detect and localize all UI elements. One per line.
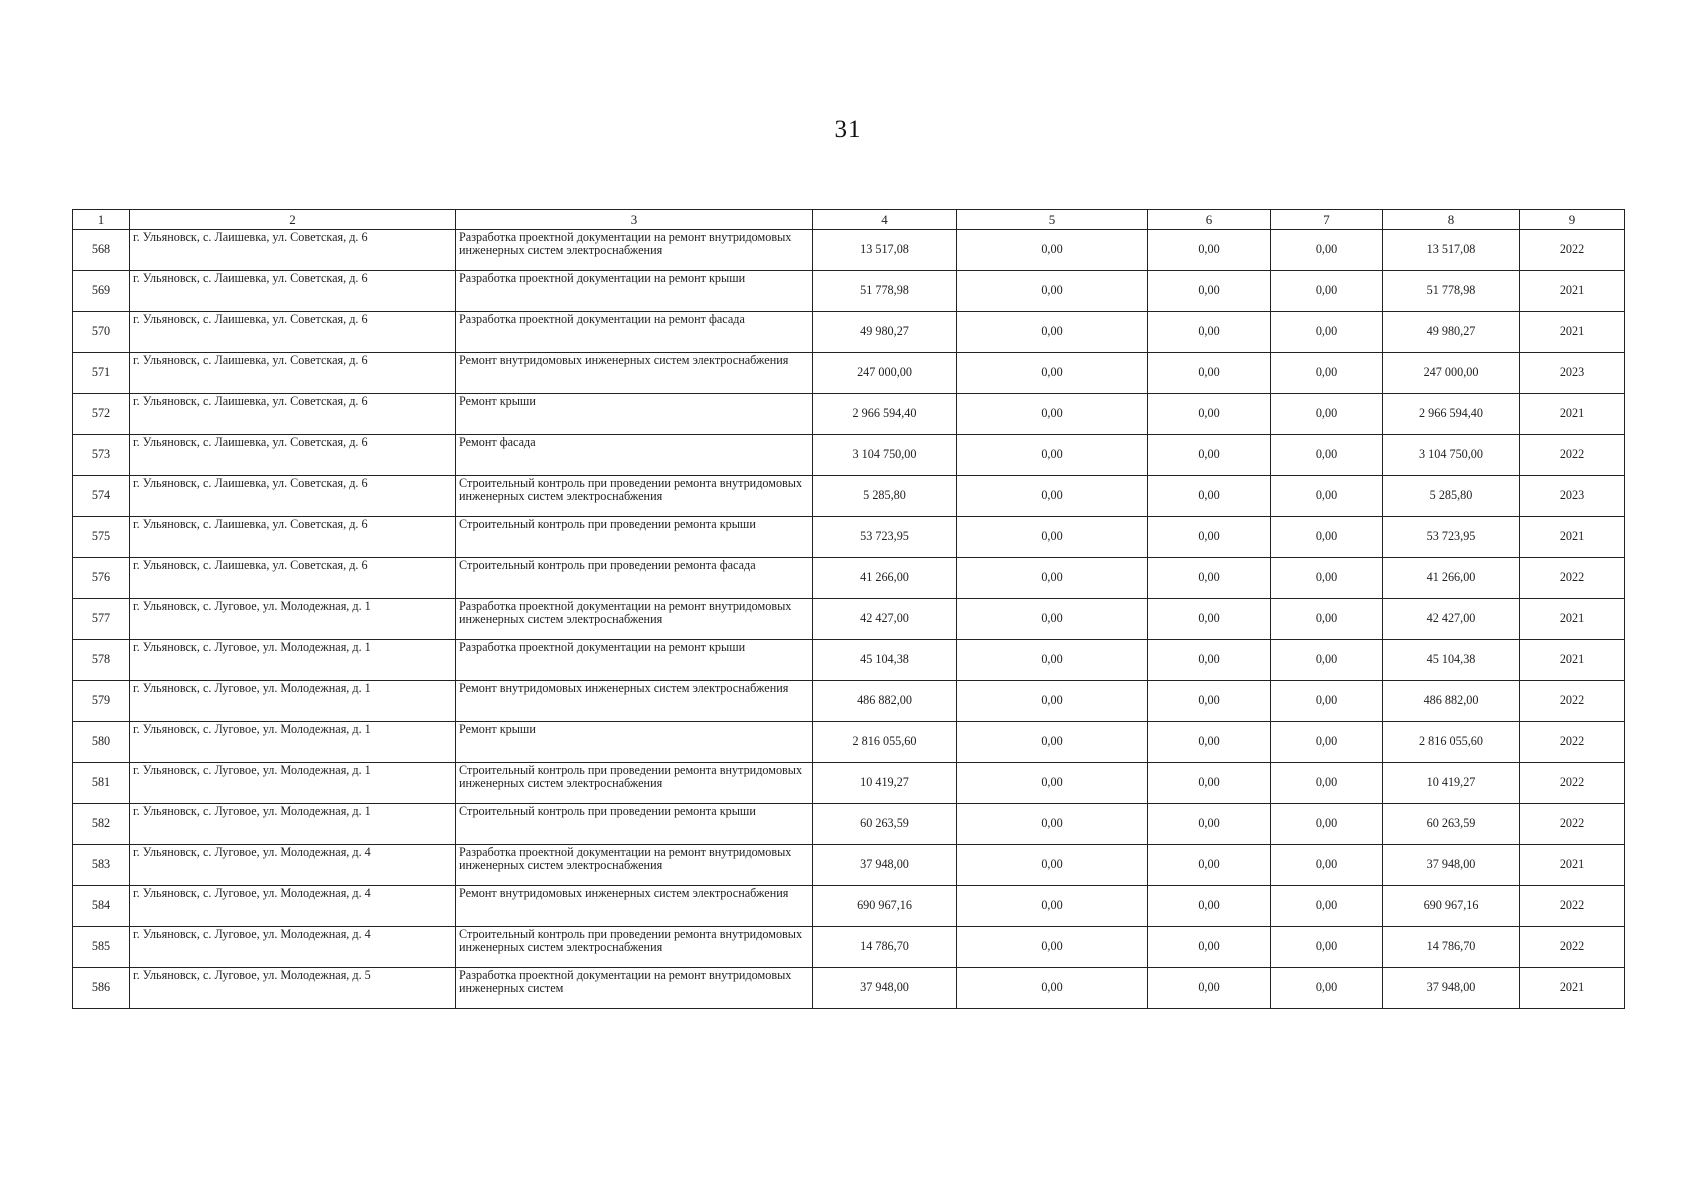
address-cell: г. Ульяновск, с. Луговое, ул. Молодежная, д. 1: [130, 599, 456, 640]
column-6-cell: 0,00: [1148, 968, 1271, 1009]
work-type-cell: Ремонт внутридомовых инженерных систем электроснабжения: [456, 353, 813, 394]
total-cost-cell: 60 263,59: [813, 804, 957, 845]
table-row: [73, 271, 1625, 312]
total-cost-cell: 3 104 750,00: [813, 435, 957, 476]
year-cell: 2021: [1520, 271, 1625, 312]
address-cell: г. Ульяновск, с. Лаишевка, ул. Советская, д. 6: [130, 394, 456, 435]
row-number-cell: 572: [73, 394, 130, 435]
column-7-cell: 0,00: [1271, 599, 1383, 640]
column-8-cell: 45 104,38: [1383, 640, 1520, 681]
row-number-cell: 570: [73, 312, 130, 353]
year-cell: 2022: [1520, 886, 1625, 927]
work-type-cell: Разработка проектной документации на ремонт внутридомовых инженерных систем электроснабжения: [456, 599, 813, 640]
table-row: [73, 927, 1625, 968]
year-cell: 2021: [1520, 517, 1625, 558]
work-type-cell: Строительный контроль при проведении ремонта фасада: [456, 558, 813, 599]
column-7-cell: 0,00: [1271, 394, 1383, 435]
year-cell: 2021: [1520, 968, 1625, 1009]
column-6-cell: 0,00: [1148, 394, 1271, 435]
year-cell: 2022: [1520, 722, 1625, 763]
column-8-cell: 5 285,80: [1383, 476, 1520, 517]
column-5-cell: 0,00: [957, 353, 1148, 394]
table-row: [73, 517, 1625, 558]
column-5-cell: 0,00: [957, 394, 1148, 435]
column-header: 9: [1520, 210, 1625, 230]
address-cell: г. Ульяновск, с. Луговое, ул. Молодежная, д. 5: [130, 968, 456, 1009]
column-header: 2: [130, 210, 456, 230]
total-cost-cell: 486 882,00: [813, 681, 957, 722]
column-5-cell: 0,00: [957, 312, 1148, 353]
column-8-cell: 247 000,00: [1383, 353, 1520, 394]
table-row: [73, 312, 1625, 353]
column-6-cell: 0,00: [1148, 804, 1271, 845]
column-7-cell: 0,00: [1271, 476, 1383, 517]
column-7-cell: 0,00: [1271, 804, 1383, 845]
year-cell: 2022: [1520, 230, 1625, 271]
repair-plan-table: [72, 209, 1625, 1009]
column-8-cell: 60 263,59: [1383, 804, 1520, 845]
address-cell: г. Ульяновск, с. Луговое, ул. Молодежная, д. 1: [130, 804, 456, 845]
table-row: [73, 763, 1625, 804]
column-7-cell: 0,00: [1271, 230, 1383, 271]
work-type-cell: Разработка проектной документации на ремонт внутридомовых инженерных систем: [456, 968, 813, 1009]
table-row: [73, 845, 1625, 886]
column-8-cell: 10 419,27: [1383, 763, 1520, 804]
work-type-cell: Разработка проектной документации на ремонт крыши: [456, 271, 813, 312]
year-cell: 2021: [1520, 599, 1625, 640]
table-row: [73, 230, 1625, 271]
work-type-cell: Ремонт внутридомовых инженерных систем электроснабжения: [456, 886, 813, 927]
row-number-cell: 571: [73, 353, 130, 394]
row-number-cell: 569: [73, 271, 130, 312]
column-8-cell: 13 517,08: [1383, 230, 1520, 271]
column-6-cell: 0,00: [1148, 353, 1271, 394]
year-cell: 2021: [1520, 845, 1625, 886]
column-6-cell: 0,00: [1148, 640, 1271, 681]
column-header: 4: [813, 210, 957, 230]
table-body: [73, 230, 1625, 1009]
column-8-cell: 51 778,98: [1383, 271, 1520, 312]
address-cell: г. Ульяновск, с. Лаишевка, ул. Советская, д. 6: [130, 435, 456, 476]
page-number: 31: [834, 116, 862, 143]
column-header: 6: [1148, 210, 1271, 230]
total-cost-cell: 247 000,00: [813, 353, 957, 394]
year-cell: 2021: [1520, 312, 1625, 353]
column-header: 5: [957, 210, 1148, 230]
work-type-cell: Ремонт крыши: [456, 722, 813, 763]
year-cell: 2022: [1520, 558, 1625, 599]
column-8-cell: 2 816 055,60: [1383, 722, 1520, 763]
row-number-cell: 575: [73, 517, 130, 558]
address-cell: г. Ульяновск, с. Лаишевка, ул. Советская, д. 6: [130, 271, 456, 312]
total-cost-cell: 53 723,95: [813, 517, 957, 558]
column-8-cell: 690 967,16: [1383, 886, 1520, 927]
column-5-cell: 0,00: [957, 271, 1148, 312]
column-7-cell: 0,00: [1271, 435, 1383, 476]
total-cost-cell: 2 816 055,60: [813, 722, 957, 763]
total-cost-cell: 690 967,16: [813, 886, 957, 927]
row-number-cell: 584: [73, 886, 130, 927]
column-6-cell: 0,00: [1148, 271, 1271, 312]
work-type-cell: Строительный контроль при проведении ремонта крыши: [456, 517, 813, 558]
column-7-cell: 0,00: [1271, 927, 1383, 968]
column-7-cell: 0,00: [1271, 722, 1383, 763]
year-cell: 2022: [1520, 927, 1625, 968]
column-8-cell: 53 723,95: [1383, 517, 1520, 558]
table-row: [73, 681, 1625, 722]
row-number-cell: 578: [73, 640, 130, 681]
column-5-cell: 0,00: [957, 558, 1148, 599]
column-7-cell: 0,00: [1271, 271, 1383, 312]
row-number-cell: 568: [73, 230, 130, 271]
table-row: [73, 476, 1625, 517]
column-header: 1: [73, 210, 130, 230]
column-5-cell: 0,00: [957, 640, 1148, 681]
address-cell: г. Ульяновск, с. Луговое, ул. Молодежная, д. 1: [130, 722, 456, 763]
table-row: [73, 640, 1625, 681]
column-5-cell: 0,00: [957, 435, 1148, 476]
total-cost-cell: 13 517,08: [813, 230, 957, 271]
table-row: [73, 353, 1625, 394]
address-cell: г. Ульяновск, с. Лаишевка, ул. Советская, д. 6: [130, 517, 456, 558]
address-cell: г. Ульяновск, с. Лаишевка, ул. Советская, д. 6: [130, 230, 456, 271]
column-5-cell: 0,00: [957, 927, 1148, 968]
column-header: 7: [1271, 210, 1383, 230]
column-8-cell: 14 786,70: [1383, 927, 1520, 968]
row-number-cell: 579: [73, 681, 130, 722]
column-7-cell: 0,00: [1271, 681, 1383, 722]
column-5-cell: 0,00: [957, 681, 1148, 722]
column-7-cell: 0,00: [1271, 312, 1383, 353]
column-8-cell: 37 948,00: [1383, 968, 1520, 1009]
table-row: [73, 558, 1625, 599]
row-number-cell: 583: [73, 845, 130, 886]
address-cell: г. Ульяновск, с. Лаишевка, ул. Советская, д. 6: [130, 558, 456, 599]
total-cost-cell: 42 427,00: [813, 599, 957, 640]
column-8-cell: 3 104 750,00: [1383, 435, 1520, 476]
total-cost-cell: 5 285,80: [813, 476, 957, 517]
address-cell: г. Ульяновск, с. Лаишевка, ул. Советская, д. 6: [130, 312, 456, 353]
column-7-cell: 0,00: [1271, 845, 1383, 886]
column-number-header-row: [73, 210, 1625, 230]
work-type-cell: Ремонт внутридомовых инженерных систем электроснабжения: [456, 681, 813, 722]
column-5-cell: 0,00: [957, 968, 1148, 1009]
column-7-cell: 0,00: [1271, 968, 1383, 1009]
column-8-cell: 42 427,00: [1383, 599, 1520, 640]
column-8-cell: 2 966 594,40: [1383, 394, 1520, 435]
column-8-cell: 41 266,00: [1383, 558, 1520, 599]
total-cost-cell: 2 966 594,40: [813, 394, 957, 435]
column-6-cell: 0,00: [1148, 312, 1271, 353]
table-row: [73, 804, 1625, 845]
column-7-cell: 0,00: [1271, 353, 1383, 394]
column-5-cell: 0,00: [957, 517, 1148, 558]
column-header: 8: [1383, 210, 1520, 230]
column-8-cell: 49 980,27: [1383, 312, 1520, 353]
table-row: [73, 722, 1625, 763]
year-cell: 2022: [1520, 763, 1625, 804]
work-type-cell: Разработка проектной документации на ремонт фасада: [456, 312, 813, 353]
column-6-cell: 0,00: [1148, 558, 1271, 599]
work-type-cell: Строительный контроль при проведении ремонта внутридомовых инженерных систем электроснабжения: [456, 763, 813, 804]
work-type-cell: Ремонт фасада: [456, 435, 813, 476]
total-cost-cell: 41 266,00: [813, 558, 957, 599]
address-cell: г. Ульяновск, с. Луговое, ул. Молодежная, д. 1: [130, 763, 456, 804]
row-number-cell: 581: [73, 763, 130, 804]
year-cell: 2021: [1520, 640, 1625, 681]
total-cost-cell: 14 786,70: [813, 927, 957, 968]
column-5-cell: 0,00: [957, 230, 1148, 271]
column-7-cell: 0,00: [1271, 886, 1383, 927]
column-5-cell: 0,00: [957, 804, 1148, 845]
work-type-cell: Строительный контроль при проведении ремонта крыши: [456, 804, 813, 845]
total-cost-cell: 10 419,27: [813, 763, 957, 804]
column-5-cell: 0,00: [957, 599, 1148, 640]
table-row: [73, 599, 1625, 640]
column-7-cell: 0,00: [1271, 517, 1383, 558]
year-cell: 2021: [1520, 394, 1625, 435]
row-number-cell: 582: [73, 804, 130, 845]
column-6-cell: 0,00: [1148, 681, 1271, 722]
row-number-cell: 577: [73, 599, 130, 640]
total-cost-cell: 51 778,98: [813, 271, 957, 312]
work-type-cell: Строительный контроль при проведении ремонта внутридомовых инженерных систем электроснабжения: [456, 476, 813, 517]
total-cost-cell: 45 104,38: [813, 640, 957, 681]
column-8-cell: 37 948,00: [1383, 845, 1520, 886]
column-6-cell: 0,00: [1148, 845, 1271, 886]
table-row: [73, 886, 1625, 927]
address-cell: г. Ульяновск, с. Лаишевка, ул. Советская, д. 6: [130, 353, 456, 394]
address-cell: г. Ульяновск, с. Луговое, ул. Молодежная, д. 1: [130, 681, 456, 722]
address-cell: г. Ульяновск, с. Луговое, ул. Молодежная, д. 4: [130, 927, 456, 968]
address-cell: г. Ульяновск, с. Луговое, ул. Молодежная, д. 4: [130, 886, 456, 927]
row-number-cell: 573: [73, 435, 130, 476]
column-5-cell: 0,00: [957, 763, 1148, 804]
row-number-cell: 580: [73, 722, 130, 763]
work-type-cell: Разработка проектной документации на ремонт внутридомовых инженерных систем электроснабжения: [456, 230, 813, 271]
table-row: [73, 968, 1625, 1009]
work-type-cell: Разработка проектной документации на ремонт крыши: [456, 640, 813, 681]
column-5-cell: 0,00: [957, 886, 1148, 927]
work-type-cell: Ремонт крыши: [456, 394, 813, 435]
address-cell: г. Ульяновск, с. Луговое, ул. Молодежная, д. 1: [130, 640, 456, 681]
column-header: 3: [456, 210, 813, 230]
column-6-cell: 0,00: [1148, 599, 1271, 640]
year-cell: 2022: [1520, 435, 1625, 476]
work-type-cell: Разработка проектной документации на ремонт внутридомовых инженерных систем электроснабжения: [456, 845, 813, 886]
address-cell: г. Ульяновск, с. Луговое, ул. Молодежная, д. 4: [130, 845, 456, 886]
column-7-cell: 0,00: [1271, 558, 1383, 599]
total-cost-cell: 37 948,00: [813, 845, 957, 886]
year-cell: 2022: [1520, 804, 1625, 845]
table-container: [72, 209, 1624, 1009]
row-number-cell: 585: [73, 927, 130, 968]
column-5-cell: 0,00: [957, 476, 1148, 517]
column-6-cell: 0,00: [1148, 517, 1271, 558]
column-6-cell: 0,00: [1148, 476, 1271, 517]
column-6-cell: 0,00: [1148, 927, 1271, 968]
column-6-cell: 0,00: [1148, 230, 1271, 271]
work-type-cell: Строительный контроль при проведении ремонта внутридомовых инженерных систем электроснабжения: [456, 927, 813, 968]
row-number-cell: 574: [73, 476, 130, 517]
year-cell: 2023: [1520, 353, 1625, 394]
column-7-cell: 0,00: [1271, 763, 1383, 804]
row-number-cell: 576: [73, 558, 130, 599]
total-cost-cell: 37 948,00: [813, 968, 957, 1009]
total-cost-cell: 49 980,27: [813, 312, 957, 353]
row-number-cell: 586: [73, 968, 130, 1009]
year-cell: 2023: [1520, 476, 1625, 517]
column-8-cell: 486 882,00: [1383, 681, 1520, 722]
column-7-cell: 0,00: [1271, 640, 1383, 681]
column-6-cell: 0,00: [1148, 763, 1271, 804]
table-row: [73, 435, 1625, 476]
column-5-cell: 0,00: [957, 845, 1148, 886]
column-6-cell: 0,00: [1148, 722, 1271, 763]
year-cell: 2022: [1520, 681, 1625, 722]
address-cell: г. Ульяновск, с. Лаишевка, ул. Советская, д. 6: [130, 476, 456, 517]
column-6-cell: 0,00: [1148, 886, 1271, 927]
column-6-cell: 0,00: [1148, 435, 1271, 476]
table-row: [73, 394, 1625, 435]
column-5-cell: 0,00: [957, 722, 1148, 763]
